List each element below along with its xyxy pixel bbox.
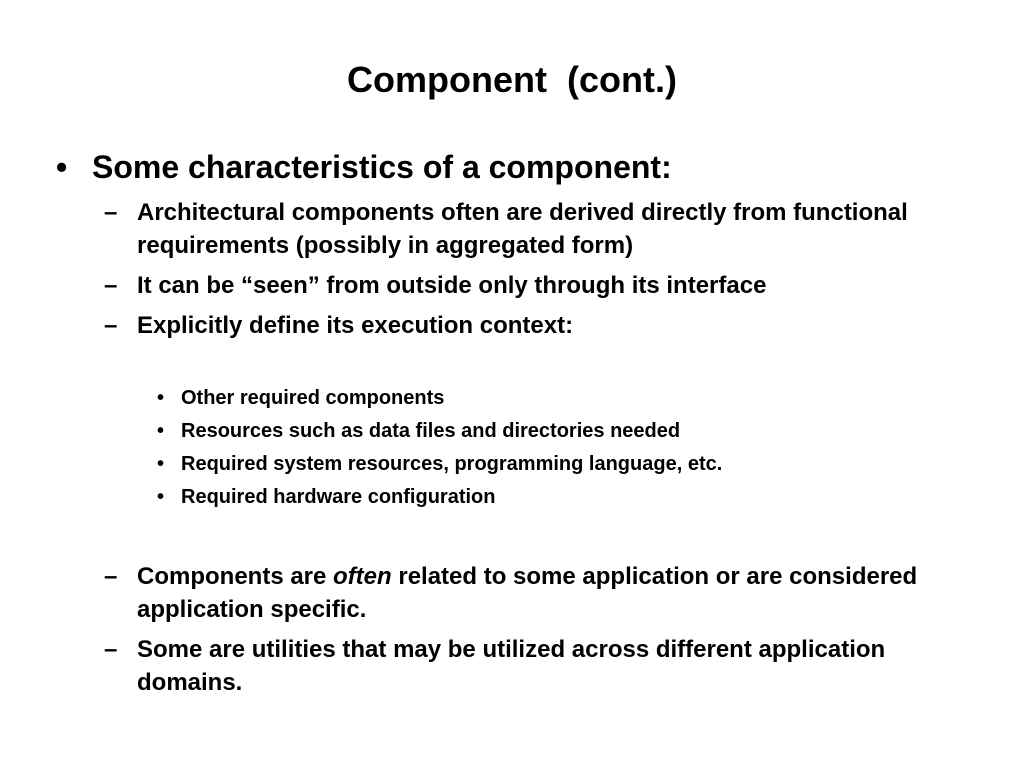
- slide-content: [0, 147, 1024, 699]
- small-bullet-marker: •: [157, 420, 165, 442]
- context-item-text: Required hardware configuration: [181, 486, 496, 508]
- context-item: [0, 451, 1024, 477]
- sub-item: [0, 269, 1024, 302]
- sub-item-text: Some are utilities that may be utilized across different application domains.: [137, 636, 886, 696]
- sub-item-text: It can be “seen” from outside only through its interface: [137, 272, 767, 299]
- context-item-text: Required system resources, programming language, etc.: [181, 453, 723, 475]
- context-item: [0, 418, 1024, 444]
- main-bullet-text: Some characteristics of a component:: [92, 149, 672, 185]
- small-bullet-marker: •: [157, 453, 165, 475]
- context-item: [0, 385, 1024, 411]
- small-bullet-marker: •: [157, 387, 165, 409]
- dash-marker: –: [104, 312, 118, 339]
- text-run: Components are: [137, 563, 334, 590]
- sub-item: [0, 196, 1024, 262]
- context-item-text: Resources such as data files and directories needed: [181, 420, 681, 442]
- dash-marker: –: [104, 563, 118, 590]
- sub-item: [0, 633, 1024, 699]
- text-run: related to some application or are considered application specific.: [137, 563, 918, 623]
- sub-item: [0, 560, 1024, 626]
- slide-title: Component (cont.): [347, 59, 677, 100]
- context-item-text: Other required components: [181, 387, 445, 409]
- dash-marker: –: [104, 636, 118, 663]
- sub-item-text: Architectural components often are derived directly from functional requirements (possibly in aggregated form): [137, 199, 908, 259]
- emphasis-text: often: [333, 563, 392, 590]
- sub-item: [0, 309, 1024, 342]
- sub-item-text: Explicitly define its execution context:: [137, 312, 574, 339]
- bullet-marker: •: [56, 149, 68, 185]
- sub-item-text: [137, 563, 917, 623]
- main-bullet: [0, 147, 1024, 189]
- context-item: [0, 484, 1024, 510]
- dash-marker: –: [104, 199, 118, 226]
- small-bullet-marker: •: [157, 486, 165, 508]
- dash-marker: –: [104, 272, 118, 299]
